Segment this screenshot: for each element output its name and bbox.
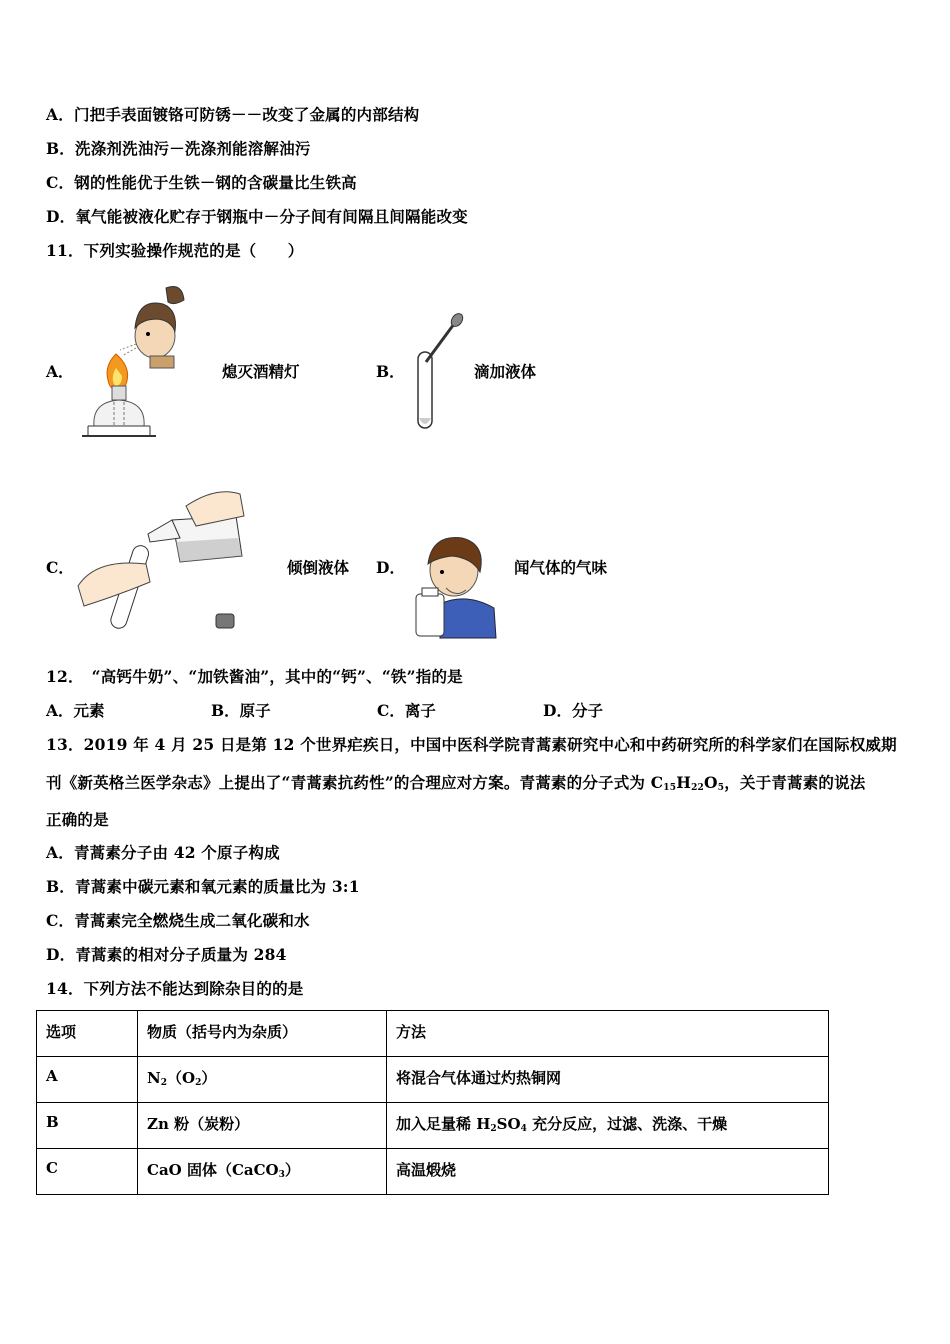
row-a-option: A: [37, 1057, 138, 1103]
option-text: 门把手表面镀铬可防锈－－改变了金属的内部结构: [73, 105, 420, 124]
q14-table: [36, 1010, 829, 1195]
q10-option-c: [46, 171, 357, 193]
stem-text: H: [676, 773, 692, 792]
q11-option-b-label: B．: [376, 362, 405, 381]
q12-options: [46, 699, 603, 721]
smell-gas-figure: [406, 528, 500, 640]
option-label: D．: [46, 207, 76, 226]
q10-option-d: [46, 205, 468, 227]
subscript: 5: [717, 783, 725, 793]
table-header-row: [37, 1011, 829, 1057]
q11-option-a-caption: 熄灭酒精灯: [222, 362, 300, 381]
q13-stem-line2: [46, 771, 866, 793]
option-label: C．: [377, 701, 405, 720]
q11-option-d-label: D．: [376, 558, 405, 577]
option-text: 离子: [404, 701, 436, 720]
row-c-option: C: [37, 1149, 138, 1195]
q13-stem-line3: 正确的是: [46, 810, 109, 829]
subscript: 3: [278, 1170, 285, 1180]
option-label: A．: [46, 843, 74, 862]
q13-option-d: [46, 943, 287, 965]
stem-text: ，关于青蒿素的说法: [724, 773, 866, 792]
q11-option-d-caption: 闻气体的气味: [514, 558, 608, 577]
q11-stem: 11．下列实验操作规范的是（ ）: [46, 241, 304, 260]
q13-stem-line1: 13．2019 年 4 月 25 日是第 12 个世界疟疾日，中国中医科学院青蒿素研究中心和中药研究所的科学家们在国际权威期: [46, 735, 897, 754]
option-text: 青蒿素分子由 42 个原子构成: [73, 843, 280, 862]
subscript: 15: [663, 783, 677, 793]
option-text: 青蒿素中碳元素和氧元素的质量比为 3:1: [75, 877, 360, 896]
option-label: C．: [46, 911, 75, 930]
q12-option-a: [46, 699, 211, 721]
cell-text: SO: [496, 1115, 521, 1133]
cell-text: 充分反应，过滤、洗涤、干燥: [526, 1115, 728, 1133]
q13-option-b: [46, 875, 360, 897]
option-text: 元素: [73, 701, 105, 720]
cell-text: CaO 固体（CaCO: [147, 1161, 279, 1179]
header-cell-option: 选项: [37, 1011, 138, 1057]
q11-option-c-label: C．: [46, 558, 74, 577]
q11-option-c-caption: 倾倒液体: [287, 558, 350, 577]
q12-option-d: [543, 699, 603, 721]
cell-text: ）: [201, 1069, 217, 1087]
option-text: 原子: [239, 701, 271, 720]
option-text: 青蒿素的相对分子质量为 284: [75, 945, 287, 964]
option-label: A．: [46, 105, 74, 124]
q11-option-b-caption: 滴加液体: [474, 362, 537, 381]
subscript: 2: [195, 1078, 202, 1088]
q13-option-c: [46, 909, 310, 931]
stem-text: 刊《新英格兰医学杂志》上提出了“青蒿素抗药性”的合理应对方案。青蒿素的分子式为 C: [46, 773, 664, 792]
option-text: 钢的性能优于生铁－钢的含碳量比生铁高: [74, 173, 357, 192]
dropper-test-tube-figure: [408, 312, 468, 436]
subscript: 2: [490, 1124, 497, 1134]
table-row: [37, 1149, 829, 1195]
cell-text: （O: [166, 1069, 196, 1087]
table-row: [37, 1057, 829, 1103]
row-b-method: [387, 1103, 829, 1149]
option-label: D．: [543, 701, 572, 720]
q12-option-b: [211, 699, 377, 721]
row-c-method: 高温煅烧: [387, 1149, 829, 1195]
cell-text: 加入足量稀 H: [396, 1115, 491, 1133]
q13-option-a: [46, 841, 280, 863]
option-label: B．: [46, 139, 76, 158]
subscript: 2: [160, 1078, 167, 1088]
row-b-substance: Zn 粉（炭粉）: [138, 1103, 387, 1149]
subscript: 4: [520, 1124, 527, 1134]
option-label: D．: [46, 945, 76, 964]
option-text: 青蒿素完全燃烧生成二氧化碳和水: [74, 911, 310, 930]
header-cell-method: 方法: [387, 1011, 829, 1057]
subscript: 22: [691, 783, 705, 793]
option-text: 氧气能被液化贮存于钢瓶中－分子间有间隔且间隔能改变: [75, 207, 468, 226]
option-label: A．: [46, 701, 74, 720]
header-cell-substance: 物质（括号内为杂质）: [138, 1011, 387, 1057]
option-label: B．: [211, 701, 240, 720]
pour-liquid-figure: [76, 486, 246, 638]
option-label: B．: [46, 877, 76, 896]
option-text: 分子: [571, 701, 603, 720]
q14-stem: 14．下列方法不能达到除杂目的的是: [46, 979, 304, 998]
cell-text: N: [147, 1069, 161, 1087]
q11-option-a-label: A．: [46, 362, 74, 381]
stem-text: O: [704, 773, 718, 792]
row-c-substance: [138, 1149, 387, 1195]
option-label: C．: [46, 173, 75, 192]
row-a-method: 将混合气体通过灼热铜网: [387, 1057, 829, 1103]
q10-option-a: [46, 103, 419, 125]
q12-option-c: [377, 699, 543, 721]
cell-text: ）: [284, 1161, 300, 1179]
q10-option-b: [46, 137, 311, 159]
row-a-substance: [138, 1057, 387, 1103]
option-text: 洗涤剂洗油污－洗涤剂能溶解油污: [75, 139, 311, 158]
row-b-option: B: [37, 1103, 138, 1149]
q12-stem: 12． “高钙牛奶”、“加铁酱油”，其中的“钙”、“铁”指的是: [46, 667, 463, 686]
extinguish-lamp-figure: [78, 276, 190, 442]
table-row: [37, 1103, 829, 1149]
